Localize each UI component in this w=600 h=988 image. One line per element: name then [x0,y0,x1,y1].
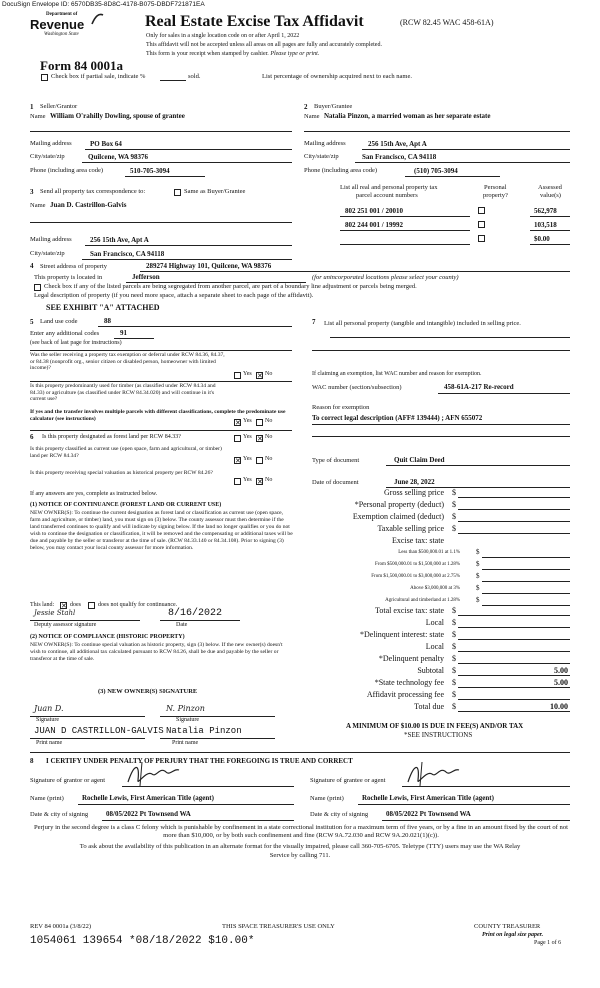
q2-yes-label: Yes [243,418,252,424]
assessor-date: 8/16/2022 [168,608,223,619]
excise-state-label: Excise tax: state [392,536,444,545]
affidavit-fee-line[interactable] [458,699,570,700]
seller-name-line [30,131,292,132]
seller-name: William O'rahilly Dowling, spouse of grantee [50,112,185,120]
grantor-sig-line[interactable] [122,786,294,787]
land-use-number: 5 [30,318,34,326]
grantee-sig-label: Signature of grantee or agent [310,777,386,784]
historic-question: Is this property receiving special valuation as historical property per RCW 84.26? [30,470,213,476]
wac-label: WAC number (section/subsection) [312,384,402,391]
street-line [140,271,570,272]
total-due-label: Total due [414,702,444,711]
street-address: 289274 Highway 101, Quilcene, WA 98376 [146,262,272,270]
partial-sale-checkbox[interactable] [41,74,48,81]
buyer-phone: (510) 705-3094 [414,167,458,175]
local-line[interactable] [458,627,570,628]
current-use-question: Is this property classified as current use (open space, farm and agricultural, or timber) land per RCW 84.34? [30,446,222,459]
buyer-mailing-label: Mailing address [304,140,346,147]
claiming-exemption-label: If claiming an exemption, list WAC number and reason for exemption. [312,371,482,377]
personal-header-1: Personal [484,184,507,191]
grantor-date-line [102,820,294,821]
gross-line[interactable] [458,497,570,498]
additional-codes-label: Enter any additional codes [30,330,100,337]
correspondence-city-line [82,259,292,260]
tier4-label: Above $3,000,000 at 3% [410,586,460,591]
same-as-buyer-label: Same as Buyer/Grantee [184,188,246,195]
form-number: Form 84 0001a [40,58,124,73]
tier1-label: Less than $500,000.01 at 1.1% [398,550,460,555]
tier1-line[interactable] [482,557,570,558]
assessor-signature: Jessie Stahl [34,609,76,617]
taxable-dollar: $ [452,524,456,533]
total-due-dollar: $ [452,702,456,711]
exemption-deduct-label: Exemption claimed (deduct) [352,512,444,521]
delinquent-penalty-line[interactable] [458,663,570,664]
grantee-sig-line[interactable] [402,786,570,787]
total-due-line[interactable] [458,711,570,712]
grantee-date: 08/05/2022 Pt Townsend WA [386,810,471,818]
notice-continuance-title: (1) NOTICE OF CONTINUANCE (FOREST LAND OR CURRENT USE) [30,502,222,508]
historic-no-checkbox[interactable]: ✕ [257,478,263,486]
q1-yes-checkbox[interactable] [234,372,241,379]
forest-no-label: No [265,434,273,440]
seller-mailing: PO Box 64 [90,140,122,148]
buyer-heading: Buyer/Grantee [314,103,353,110]
section-5-divider [30,430,292,431]
local2-dollar: $ [452,642,456,651]
correspondence-name-line [30,222,292,223]
correspondence-label: Send all property tax correspondence to: [40,188,146,195]
certify-title: I CERTIFY UNDER PENALTY OF PERJURY THAT THE FOREGOING IS TRUE AND CORRECT [46,757,353,765]
assessor-date-label: Date [176,622,188,628]
seller-phone-label: Phone (including area code) [30,167,104,174]
logo-dept: Department of [46,12,78,17]
q1-no-label: No [265,371,273,377]
parcel-line [340,216,470,217]
seller-phone: 510-705-3094 [130,167,170,175]
gross-label: Gross selling price [384,488,444,497]
total-due-value: 10.00 [550,702,568,711]
local2-label: Local [425,642,444,651]
grantee-name-line [358,804,570,805]
seller-phone-line [125,176,205,177]
timber-question-bold: If yes and the transfer involves multiple parcels with different classifications, complete the predominate use calculator (see instructions) [30,409,286,422]
form-citation: (RCW 82.45 WAC 458-61A) [400,18,494,27]
does-label: does [70,602,81,608]
certify-number: 8 [30,757,34,765]
grantor-name-line [78,804,294,805]
subtotal-value: 5.00 [554,666,568,675]
correspondence-city-label: City/state/zip [30,250,65,257]
buyer-mailing: 256 15th Ave, Apt A [368,140,427,148]
assessed-header-2: value(s) [540,192,561,199]
forest-number: 6 [30,433,34,441]
logo-state: Washington State [44,32,79,37]
assessor-sig-label: Deputy assessor signature [34,622,97,628]
partial-sale-label: Check box if partial sale, indicate % [51,73,146,80]
grantor-sig-label: Signature of grantor or agent [30,777,106,784]
owner1-sig-label: Signature [36,717,59,723]
does-not-checkbox[interactable] [88,602,95,609]
seller-mailing-line [85,149,292,150]
exhibit-text: SEE EXHIBIT "A" ATTACHED [46,303,160,312]
local-label: Local [425,618,444,627]
current-use-yes-label: Yes [243,456,252,462]
owner2-print-label: Print name [172,740,199,746]
owner2-sig-label: Signature [176,717,199,723]
header-line-3-text: This form is your receipt when stamped by cashier. [146,51,269,57]
personal-property-number: 7 [312,318,316,326]
seller-name-label: Name [30,113,46,120]
affidavit-fee-dollar: $ [452,690,456,699]
legal-label: Legal description of property (if you need more space, attach a separate sheet to each page of the affidavit). [34,292,314,299]
assessed-value: 103,518 [534,221,557,229]
tier3-line[interactable] [482,581,570,582]
current-use-no-checkbox[interactable] [256,457,263,464]
q2-no-checkbox[interactable] [256,419,263,426]
exemption-dollar: $ [452,512,456,521]
q1-yes-label: Yes [243,371,252,377]
tier2-label: From $500,000.01 to $1,500,000 at 1.28% [375,562,460,567]
parcel-number: 802 251 001 / 20010 [345,207,403,215]
assessed-value: 562,978 [534,207,557,215]
assessed-line [530,244,570,245]
correspondence-city: San Francisco, CA 94118 [90,250,165,258]
header-line-3-print: Please type or print. [270,51,320,57]
page-number: Page 1 of 6 [534,940,562,946]
doc-type: Quit Claim Deed [394,456,445,464]
rev-number: REV 84 0001a (3/8/22) [30,923,92,930]
personal-property-line-2[interactable] [312,350,570,351]
buyer-city-label: City/state/zip [304,153,339,160]
wac-line [438,393,570,394]
treasurer-stamp: 1054061 139654 *08/18/2022 $10.00* [30,935,255,947]
form-title: Real Estate Excise Tax Affidavit [145,13,364,30]
location-number: 4 [30,262,34,270]
buyer-name-line [304,131,570,132]
located-county: Jefferson [132,273,160,281]
see-instructions-note: *SEE INSTRUCTIONS [404,731,473,739]
state-tech-line[interactable] [458,687,570,688]
grantor-name: Rochelle Lewis, First American Title (agent) [82,794,214,802]
located-label: This property is located in [34,274,103,281]
local2-line[interactable] [458,651,570,652]
tier3-dollar: $ [476,572,480,580]
perjury-notice: Perjury in the second degree is a class C felony which is punishable by confinement in a state correctional institution for a maximum term of five years, or by a fine in an amount fixed by the court of not more than $10,000, or by both such confinement and fine (RCW 9A.72.030 and RCW 9A.20.021(1)(c)). [34,824,568,839]
personal-deduct-label: *Personal property (deduct) [354,500,444,509]
personal-property-checkbox[interactable] [478,221,485,228]
parcels-header-1: List all real and personal property tax [340,184,438,191]
historic-no-label: No [265,477,273,483]
buyer-phone-line [405,176,500,177]
reason-line-2 [312,436,570,437]
owner1-signature-mark: Juan D. [34,704,64,713]
state-tech-dollar: $ [452,678,456,687]
logo-revenue: Revenue [30,17,85,32]
land-use-divider [30,350,292,351]
historic-yes-label: Yes [243,477,252,483]
assessor-date-line[interactable] [160,620,240,621]
grantor-date-label: Date & city of signing [30,811,89,818]
assessed-line [530,230,570,231]
seller-heading: Seller/Grantor [40,103,78,110]
exemption-question: Was the seller receiving a property tax exemption or deferral under RCW 84.36, 84.37, or 84.38 (nonprofit org., senior citizen or disabled person, homeowner with limited income)? [30,352,225,372]
owner1-name: JUAN D CASTRILLON-GALVIS [34,726,164,736]
taxable-label: Taxable selling price [377,524,444,533]
correspondence-number: 3 [30,188,34,196]
street-label: Street address of property [40,263,107,270]
header-line-2: This affidavit will not be accepted unless all areas on all pages are fully and accurately completed. [146,42,382,48]
forest-yes-label: Yes [243,434,252,440]
delinquent-penalty-dollar: $ [452,654,456,663]
land-use-label: Land use code [40,318,78,325]
seller-mailing-label: Mailing address [30,140,72,147]
subtotal-line[interactable] [458,675,570,676]
personal-property-checkbox[interactable] [478,207,485,214]
land-use-line [98,326,292,327]
notice-compliance-title: (2) NOTICE OF COMPLIANCE (HISTORIC PROPERTY) [30,634,185,640]
buyer-mailing-line [362,149,570,150]
reason-text: To correct legal description (AFF# 139444) ; AFN 655072 [312,414,483,422]
buyer-name: Natalia Pinzon, a married woman as her separate estate [324,112,491,120]
owner-signature-title: (3) NEW OWNER(S) SIGNATURE [98,688,198,695]
owner2-signature-mark: N. Pinzon [166,704,205,713]
forest-yes-checkbox[interactable] [234,435,241,442]
alternate-format-notice: To ask about the availability of this publication in an alternate format for the visually impaired, please call 360-705-6705. Teletype (TTY) users may use the WA Relay Service by calling 711. [79,843,521,859]
total-state-line[interactable] [458,615,570,616]
county-treasurer: COUNTY TREASURER [474,923,541,930]
tier4-dollar: $ [476,584,480,592]
certify-top-divider [30,752,570,753]
q1-no-checkbox[interactable]: ✕ [257,372,263,380]
personal-deduct-line[interactable] [458,509,570,510]
seller-number: 1 [30,103,34,111]
tier5-line[interactable] [482,605,570,606]
correspondence-name: Juan D. Castrillon-Galvis [50,201,127,209]
q1-divider [30,381,292,382]
delinquent-penalty-label: *Delinquent penalty [378,654,444,663]
if-yes-note: If any answers are yes, complete as instructed below. [30,491,158,497]
assessed-line [530,216,570,217]
historic-yes-checkbox[interactable] [234,478,241,485]
local-dollar: $ [452,618,456,627]
grantor-name-label: Name (print) [30,795,64,802]
tier3-label: From $1,500,000.01 to $3,000,000 at 2.75% [371,574,460,579]
gross-dollar: $ [452,488,456,497]
minimum-due-note: A MINIMUM OF $10.00 IS DUE IN FEE(S) AND/OR TAX [346,722,524,730]
subtotal-dollar: $ [452,666,456,675]
header-line-3 [146,51,319,57]
grantee-name: Rochelle Lewis, First American Title (agent) [362,794,494,802]
tier5-label: Agricultural and timberland at 1.28% [385,598,460,603]
tier2-line[interactable] [482,569,570,570]
state-tech-label: *State technology fee [374,678,444,687]
additional-codes: 91 [120,329,127,337]
taxable-line[interactable] [458,533,570,534]
correspondence-mailing: 256 15th Ave, Apt A [90,236,149,244]
personal-property-line-1[interactable] [330,337,570,338]
subtotal-label: Subtotal [417,666,444,675]
tier1-dollar: $ [476,548,480,556]
personal-property-label: List all personal property (tangible and intangible) included in selling price. [324,320,521,327]
tier5-dollar: $ [476,596,480,604]
treasurer-use-only: THIS SPACE TREASURER'S USE ONLY [222,923,335,930]
parcels-header-2: parcel account numbers [356,192,418,199]
see-back-label: (see back of last page for instructions) [30,340,122,346]
same-as-buyer-checkbox[interactable] [174,189,181,196]
grantee-date-line [382,820,570,821]
logo-swoosh-icon [90,12,104,26]
buyer-phone-label: Phone (including area code) [304,167,378,174]
assessor-sig-line[interactable] [30,620,140,621]
parcel-number: 802 244 001 / 19992 [345,221,403,229]
current-use-yes-checkbox[interactable]: ✕ [235,457,241,465]
delinquent-interest-line[interactable] [458,639,570,640]
reason-line [312,424,570,425]
legal-paper-note: Print on legal size paper. [482,932,544,938]
total-state-dollar: $ [452,606,456,615]
doc-type-label: Type of document [312,457,360,464]
land-use-code: 88 [104,317,111,325]
parcel-line [340,230,470,231]
additional-line [114,338,154,339]
correspondence-mailing-label: Mailing address [30,236,72,243]
parcel-line [340,244,470,245]
tier2-dollar: $ [476,560,480,568]
grantor-date: 08/05/2022 Pt Townsend WA [106,810,191,818]
owner1-print-line [30,738,145,739]
forest-question: Is this property designated as forest land per RCW 84.33? [42,434,181,440]
wac-number: 458-61A-217 Re-record [444,383,514,391]
reason-label: Reason for exemption [312,404,370,411]
assessed-value: $0.00 [534,235,550,243]
grantee-date-label: Date & city of signing [310,811,369,818]
does-checkbox[interactable]: ✕ [61,602,67,610]
personal-header-2: property? [483,192,508,199]
doc-date-label: Date of document [312,479,359,486]
envelope-id: DocuSign Envelope ID: 6570DB35-8D8C-4178-B075-DBDF721871EA [2,1,205,8]
total-state-label: Total excise tax: state [375,606,444,615]
doc-type-line [386,465,570,466]
seller-city: Quilcene, WA 98376 [88,153,148,161]
assessed-header-1: Assessed [538,184,562,191]
seller-city-line [82,162,292,163]
grantor-signature-icon [124,760,182,788]
personal-dollar: $ [452,500,456,509]
buyer-city: San Francisco, CA 94118 [362,153,437,161]
partial-sale-field[interactable] [160,80,186,81]
sold-label: sold. [188,73,201,80]
timber-question: Is this property predominantly used for timber (as classified under RCW 84.34 and 84.33) or agriculture (as classified under RCW 84.34.020) and will continue in it's current use? [30,383,216,403]
state-tech-value: 5.00 [554,678,568,687]
notice-continuance-body: NEW OWNER(S): To continue the current designation as forest land or classification as current use (open space, farm and agriculture, or timber) land, you must sign on (3) below. The county assessor must then determine if the land transferred continues to qualify and will indicate by signing below. If the land no longer qualifies or you do not wish to continue the designation or classification, it will be removed and the compensating or additional taxes will be due and payable by the seller or transferor at the time of sale. (RCW 84.33.140 or 84.34.108). Prior to signing (3) below, you may contact your local county assessor for more information. [30,510,293,551]
personal-property-checkbox[interactable] [478,235,485,242]
owner1-print-label: Print name [36,740,63,746]
buyer-number: 2 [304,103,308,111]
current-use-no-label: No [265,456,273,462]
buyer-name-label: Name [304,113,320,120]
segregated-label: Check box if any of the listed parcels are being segregated from another parcel, are part of a boundary line adjustment or parcels being merged. [44,283,417,290]
notice-compliance-body: NEW OWNER(S): To continue special valuation as historic property, sign (3) below. If the new owner(s) doesn't wish to continue, all additional tax calculated pursuant to RCW 84.26, shall be due and payable by the seller or transferor at the time of sale. [30,642,283,662]
q2-no-label: No [265,418,273,424]
forest-no-checkbox[interactable]: ✕ [257,435,263,443]
seller-city-label: City/state/zip [30,153,65,160]
grantee-name-label: Name (print) [310,795,344,802]
grantee-signature-icon [404,760,462,788]
doc-date: June 28, 2022 [394,478,435,486]
affidavit-fee-label: Affidavit processing fee [366,690,444,699]
correspondence-mailing-line [85,245,292,246]
tier4-line[interactable] [482,593,570,594]
segregated-checkbox[interactable] [34,284,41,291]
located-note: (for unincorporated locations please select your county) [312,274,459,281]
q2-yes-checkbox[interactable]: ✕ [235,419,241,427]
does-not-label: does not qualify for continuance. [98,602,178,608]
owner2-name: Natalia Pinzon [166,726,242,736]
this-land-label: This land: [30,602,55,608]
owner2-print-line [160,738,275,739]
percentage-note: List percentage of ownership acquired next to each name. [262,73,412,80]
delinquent-interest-dollar: $ [452,630,456,639]
header-line-1: Only for sales in a single location code on or after April 1, 2022 [146,33,300,39]
buyer-city-line [355,162,570,163]
exemption-deduct-line[interactable] [458,521,570,522]
correspondence-name-label: Name [30,202,46,209]
delinquent-interest-label: *Delinquent interest: state [360,630,444,639]
